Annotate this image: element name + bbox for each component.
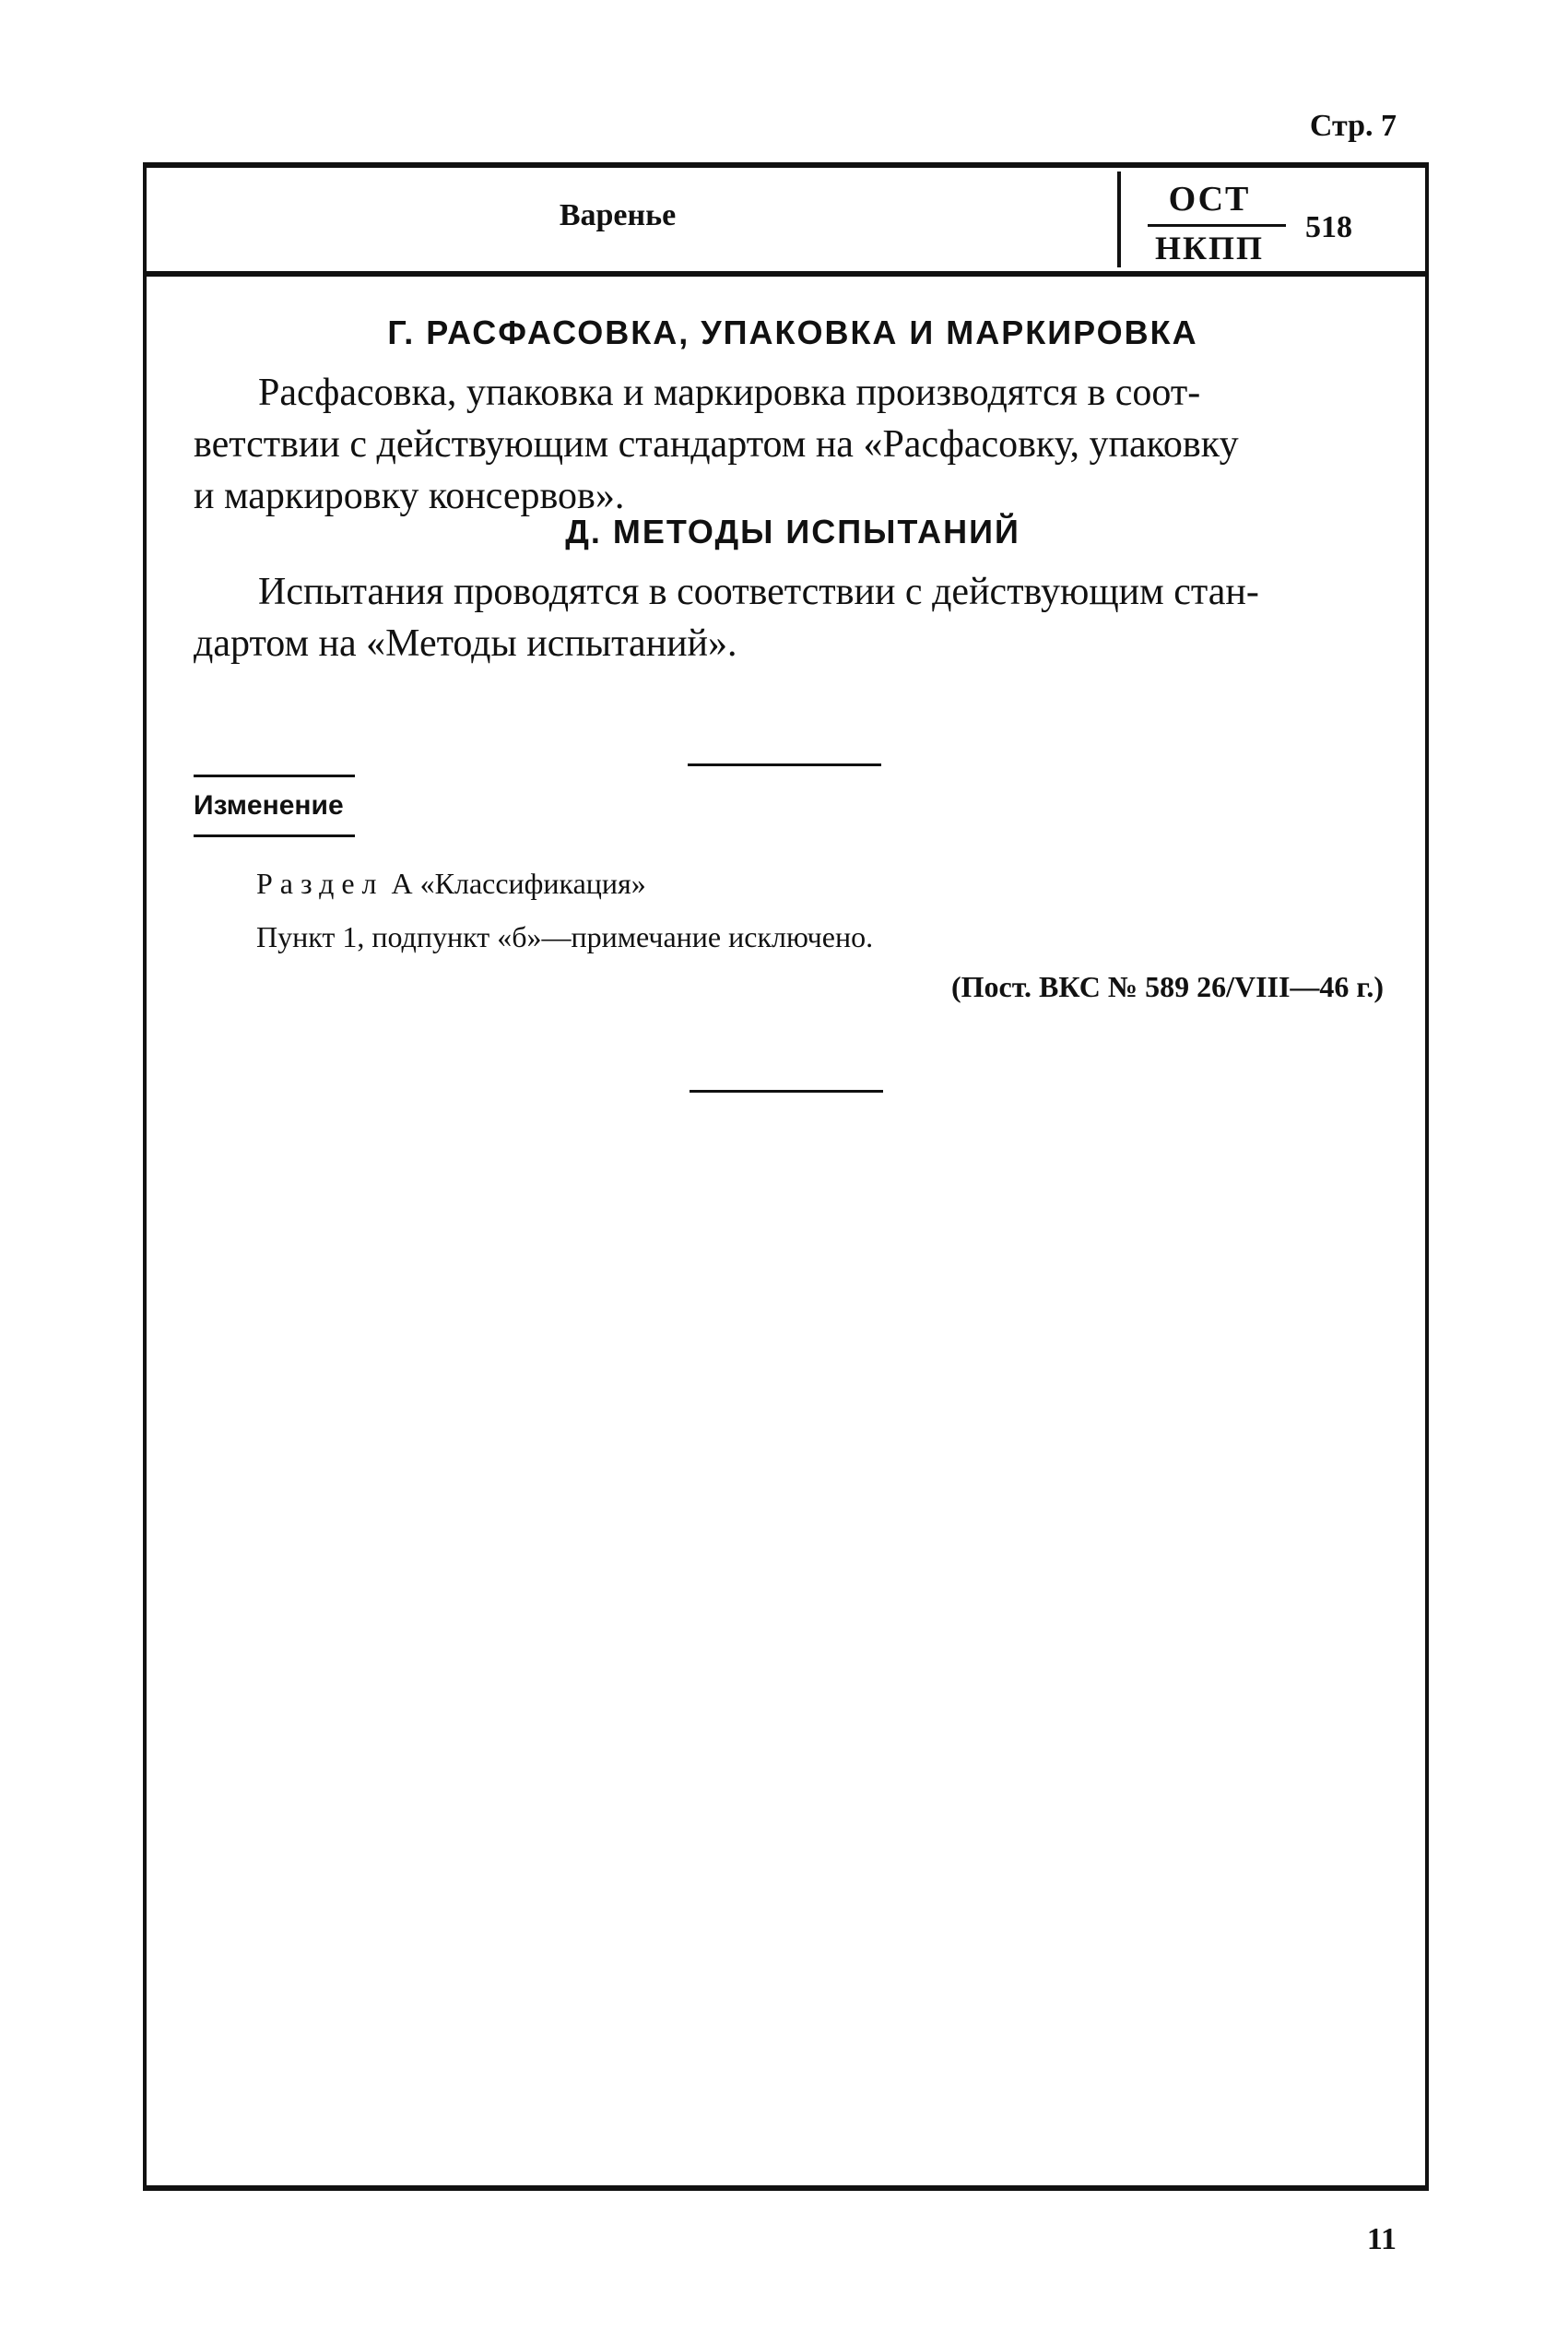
header-divider xyxy=(1117,172,1121,267)
change-label-block xyxy=(194,775,360,837)
amendment-section-title: А «Классификация» xyxy=(383,867,646,900)
amendment-point: Пункт 1, подпункт «б»—примечание исключено. xyxy=(256,920,874,953)
bottom-rule xyxy=(143,2185,1429,2191)
section-d-paragraph xyxy=(194,566,1383,669)
standard-code-top: ОСТ xyxy=(1168,180,1251,219)
change-label: Изменение xyxy=(194,790,344,821)
amendment-section-word: Раздел xyxy=(256,867,384,900)
separator-rule xyxy=(688,763,881,766)
standard-code-bottom: НКПП xyxy=(1154,230,1265,266)
paragraph-line: ветствии с действующим стандартом на «Расфасовку, упаковку xyxy=(194,423,1239,466)
section-d-heading: Д. МЕТОДЫ ИСПЫТАНИЙ xyxy=(565,513,1020,550)
header-bottom-rule xyxy=(143,271,1429,277)
page-label-top: Стр. 7 xyxy=(1309,109,1397,143)
standard-number: 518 xyxy=(1305,210,1352,244)
amendment-section xyxy=(256,867,646,901)
paragraph-line: дартом на «Методы испытаний». xyxy=(194,622,737,665)
standard-fraction-line xyxy=(1148,224,1286,227)
document-title: Варенье xyxy=(559,198,677,232)
section-g-heading: Г. РАСФАСОВКА, УПАКОВКА И МАРКИРОВКА xyxy=(387,314,1198,351)
change-rule-top xyxy=(194,775,355,777)
amendment-reference: (Пост. ВКС № 589 26/VIII—46 г.) xyxy=(950,970,1384,1003)
paragraph-line: Расфасовка, упаковка и маркировка производятся в соот- xyxy=(258,372,1201,414)
page-number: 11 xyxy=(1366,2222,1397,2256)
top-rule xyxy=(143,162,1429,168)
paragraph-line: Испытания проводятся в соответствии с действующим стан- xyxy=(258,571,1259,613)
section-g-paragraph xyxy=(194,367,1383,522)
change-rule-bottom xyxy=(194,834,355,837)
paragraph-line: и маркировку консервов». xyxy=(194,475,625,517)
separator-rule xyxy=(690,1090,883,1093)
